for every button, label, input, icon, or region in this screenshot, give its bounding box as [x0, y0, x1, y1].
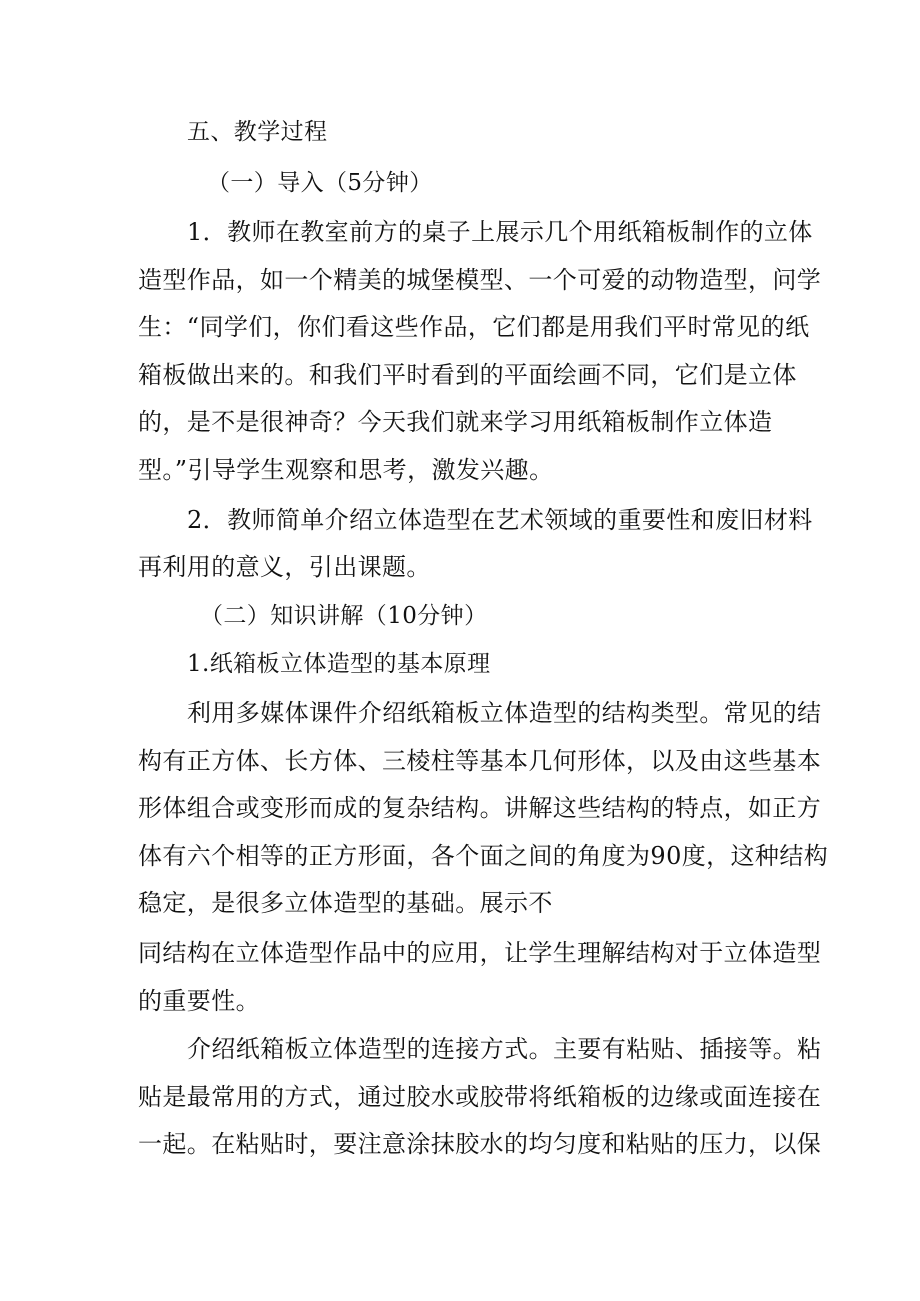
- paragraph-line: 利用多媒体课件介绍纸箱板立体造型的结构类型。常见的结: [187, 699, 822, 727]
- paragraph-line: 体有六个相等的正方形面，各个面之间的角度为90度，这种结构: [138, 842, 829, 870]
- paragraph-line: 稳定，是很多立体造型的基础。展示不: [138, 889, 553, 917]
- paragraph-line: 介绍纸箱板立体造型的连接方式。主要有粘贴、插接等。粘: [187, 1035, 822, 1063]
- paragraph-line: 贴是最常用的方式，通过胶水或胶带将纸箱板的边缘或面连接在: [138, 1083, 822, 1111]
- paragraph-line: 箱板做出来的。和我们平时看到的平面绘画不同，它们是立体: [138, 361, 797, 389]
- subsection-heading-knowledge: （二）知识讲解（10分钟）: [200, 603, 488, 629]
- paragraph-line: 一起。在粘贴时，要注意涂抹胶水的均匀度和粘贴的压力，以保: [138, 1130, 822, 1158]
- paragraph-line: 再利用的意义，引出课题。: [138, 553, 431, 581]
- paragraph-line: 型。”引导学生观察和思考，激发兴趣。: [138, 456, 554, 484]
- paragraph-line: 构有正方体、长方体、三棱柱等基本几何形体，以及由这些基本: [138, 747, 822, 775]
- subsection-heading-intro: （一）导入（5分钟）: [207, 170, 433, 196]
- paragraph-line: 同结构在立体造型作品中的应用，让学生理解结构对于立体造型: [138, 939, 822, 967]
- paragraph-line: 形体组合或变形而成的复杂结构。讲解这些结构的特点，如正方: [138, 794, 822, 822]
- paragraph-line: 造型作品，如一个精美的城堡模型、一个可爱的动物造型，问学: [138, 266, 822, 294]
- point-heading: 1.纸箱板立体造型的基本原理: [187, 651, 491, 677]
- paragraph-line: 生：“同学们，你们看这些作品，它们都是用我们平时常见的纸: [138, 313, 810, 341]
- paragraph-line: 的重要性。: [138, 987, 260, 1015]
- paragraph-line: 1．教师在教室前方的桌子上展示几个用纸箱板制作的立体: [187, 218, 813, 246]
- paragraph-line: 的，是不是很神奇？今天我们就来学习用纸箱板制作立体造: [138, 408, 773, 436]
- paragraph-line: 2．教师简单介绍立体造型在艺术领域的重要性和废旧材料: [187, 506, 813, 534]
- section-heading: 五、教学过程: [187, 119, 328, 145]
